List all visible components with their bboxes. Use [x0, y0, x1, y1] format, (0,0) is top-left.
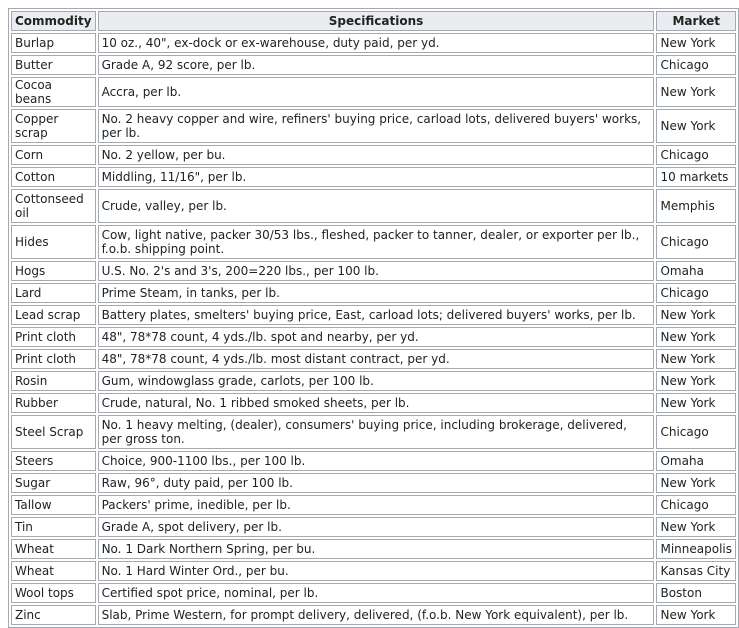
- cell-specifications: No. 1 heavy melting, (dealer), consumers' buying price, including brokerage, delivered, per gross ton.: [98, 415, 655, 449]
- cell-specifications: No. 2 yellow, per bu.: [98, 145, 655, 165]
- table-row: [11, 539, 736, 559]
- cell-commodity: Sugar: [11, 473, 96, 493]
- cell-market: Chicago: [656, 145, 736, 165]
- table-row: [11, 283, 736, 303]
- cell-specifications: 48", 78*78 count, 4 yds./lb. spot and nearby, per yd.: [98, 327, 655, 347]
- cell-market: Chicago: [656, 415, 736, 449]
- cell-market: New York: [656, 605, 736, 625]
- cell-specifications: Crude, natural, No. 1 ribbed smoked sheets, per lb.: [98, 393, 655, 413]
- table-row: [11, 495, 736, 515]
- column-header-commodity: Commodity: [11, 11, 96, 31]
- cell-specifications: Middling, 11/16", per lb.: [98, 167, 655, 187]
- cell-market: Omaha: [656, 261, 736, 281]
- cell-commodity: Wool tops: [11, 583, 96, 603]
- table-row: [11, 349, 736, 369]
- cell-specifications: Slab, Prime Western, for prompt delivery, delivered, (f.o.b. New York equivalent), per lb.: [98, 605, 655, 625]
- cell-market: Minneapolis: [656, 539, 736, 559]
- cell-commodity: Hides: [11, 225, 96, 259]
- cell-market: New York: [656, 517, 736, 537]
- cell-commodity: Lard: [11, 283, 96, 303]
- cell-commodity: Steel Scrap: [11, 415, 96, 449]
- table-row: [11, 517, 736, 537]
- cell-market: New York: [656, 109, 736, 143]
- cell-commodity: Wheat: [11, 539, 96, 559]
- cell-commodity: Cottonseed oil: [11, 189, 96, 223]
- column-header-market: Market: [656, 11, 736, 31]
- table-row: [11, 561, 736, 581]
- cell-specifications: Grade A, 92 score, per lb.: [98, 55, 655, 75]
- table-row: [11, 451, 736, 471]
- cell-market: 10 markets: [656, 167, 736, 187]
- cell-specifications: Gum, windowglass grade, carlots, per 100 lb.: [98, 371, 655, 391]
- cell-market: Omaha: [656, 451, 736, 471]
- table-row: [11, 371, 736, 391]
- cell-market: Chicago: [656, 55, 736, 75]
- table-row: [11, 305, 736, 325]
- cell-specifications: 10 oz., 40", ex-dock or ex-warehouse, duty paid, per yd.: [98, 33, 655, 53]
- table-row: [11, 415, 736, 449]
- cell-commodity: Hogs: [11, 261, 96, 281]
- table-row: [11, 109, 736, 143]
- table-row: [11, 605, 736, 625]
- cell-specifications: Choice, 900-1100 lbs., per 100 lb.: [98, 451, 655, 471]
- cell-commodity: Corn: [11, 145, 96, 165]
- cell-market: New York: [656, 349, 736, 369]
- cell-specifications: 48", 78*78 count, 4 yds./lb. most distant contract, per yd.: [98, 349, 655, 369]
- table-row: [11, 473, 736, 493]
- cell-commodity: Rubber: [11, 393, 96, 413]
- cell-specifications: No. 1 Dark Northern Spring, per bu.: [98, 539, 655, 559]
- cell-specifications: U.S. No. 2's and 3's, 200=220 lbs., per 100 lb.: [98, 261, 655, 281]
- cell-market: New York: [656, 77, 736, 107]
- cell-commodity: Burlap: [11, 33, 96, 53]
- cell-market: Chicago: [656, 225, 736, 259]
- cell-commodity: Rosin: [11, 371, 96, 391]
- cell-commodity: Copper scrap: [11, 109, 96, 143]
- table-header-row: [11, 11, 736, 31]
- table-row: [11, 189, 736, 223]
- cell-market: New York: [656, 473, 736, 493]
- cell-market: Kansas City: [656, 561, 736, 581]
- cell-specifications: Prime Steam, in tanks, per lb.: [98, 283, 655, 303]
- cell-specifications: No. 1 Hard Winter Ord., per bu.: [98, 561, 655, 581]
- cell-market: New York: [656, 371, 736, 391]
- cell-commodity: Zinc: [11, 605, 96, 625]
- table-row: [11, 145, 736, 165]
- cell-market: New York: [656, 305, 736, 325]
- column-header-specifications: Specifications: [98, 11, 655, 31]
- cell-commodity: Lead scrap: [11, 305, 96, 325]
- cell-market: New York: [656, 327, 736, 347]
- cell-specifications: Packers' prime, inedible, per lb.: [98, 495, 655, 515]
- cell-commodity: Print cloth: [11, 327, 96, 347]
- table-row: [11, 167, 736, 187]
- cell-specifications: Raw, 96°, duty paid, per 100 lb.: [98, 473, 655, 493]
- cell-commodity: Steers: [11, 451, 96, 471]
- cell-commodity: Print cloth: [11, 349, 96, 369]
- cell-specifications: Grade A, spot delivery, per lb.: [98, 517, 655, 537]
- commodity-table: [8, 8, 739, 628]
- table-row: [11, 225, 736, 259]
- cell-commodity: Cotton: [11, 167, 96, 187]
- cell-market: New York: [656, 393, 736, 413]
- cell-specifications: Accra, per lb.: [98, 77, 655, 107]
- commodity-table-container: [8, 8, 739, 628]
- cell-specifications: Cow, light native, packer 30/53 lbs., fleshed, packer to tanner, dealer, or exporter per lb., f.o.b. shipping point.: [98, 225, 655, 259]
- table-row: [11, 261, 736, 281]
- cell-market: New York: [656, 33, 736, 53]
- table-body: [11, 33, 736, 625]
- cell-specifications: Battery plates, smelters' buying price, East, carload lots; delivered buyers' works, per lb.: [98, 305, 655, 325]
- cell-market: Boston: [656, 583, 736, 603]
- cell-commodity: Cocoa beans: [11, 77, 96, 107]
- cell-commodity: Butter: [11, 55, 96, 75]
- table-row: [11, 77, 736, 107]
- cell-specifications: Certified spot price, nominal, per lb.: [98, 583, 655, 603]
- cell-market: Chicago: [656, 495, 736, 515]
- cell-commodity: Tin: [11, 517, 96, 537]
- table-row: [11, 33, 736, 53]
- cell-commodity: Wheat: [11, 561, 96, 581]
- cell-commodity: Tallow: [11, 495, 96, 515]
- cell-specifications: No. 2 heavy copper and wire, refiners' buying price, carload lots, delivered buyers' works, per lb.: [98, 109, 655, 143]
- cell-specifications: Crude, valley, per lb.: [98, 189, 655, 223]
- table-row: [11, 327, 736, 347]
- cell-market: Memphis: [656, 189, 736, 223]
- table-row: [11, 583, 736, 603]
- cell-market: Chicago: [656, 283, 736, 303]
- table-row: [11, 55, 736, 75]
- table-row: [11, 393, 736, 413]
